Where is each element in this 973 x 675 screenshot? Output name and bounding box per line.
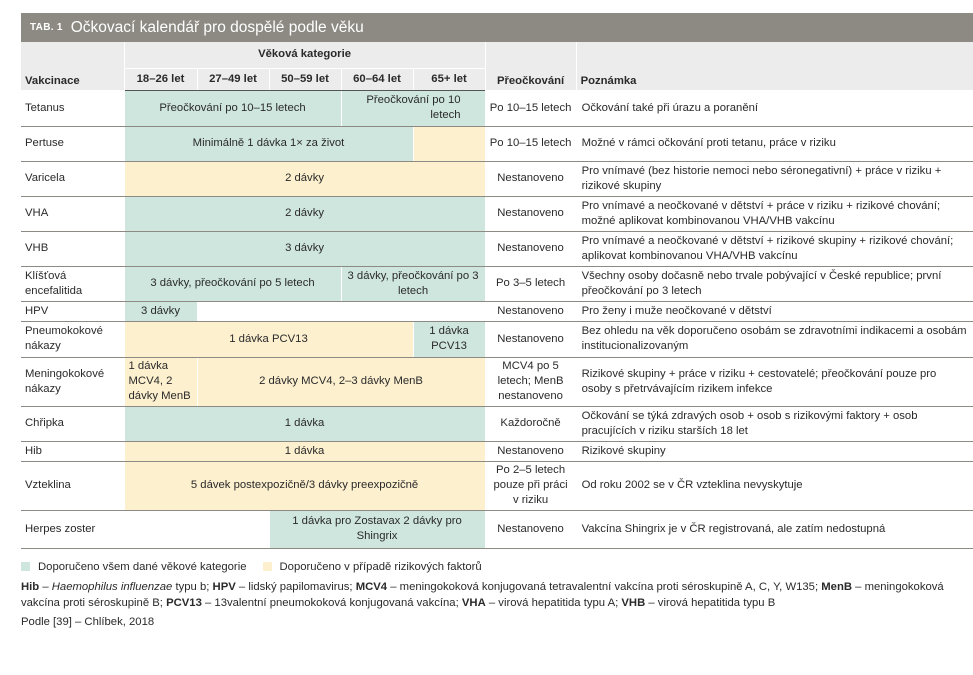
- cell-note: Rizikové skupiny + práce v riziku + cestovatelé; přeočkování pouze pro osoby s přetrvávajícím rizikem infekce: [576, 357, 973, 406]
- cell-note: Od roku 2002 se v ČR vzteklina nevyskytuje: [576, 461, 973, 510]
- cell-recommendation: Přeočkování po 10–15 letech: [124, 90, 341, 126]
- table-row: [21, 266, 973, 301]
- cell-note: Pro vnímavé a neočkované v dětství + práce v riziku + rizikové chování; možné aplikovat kombinovanou VHA/VHB vakcínu: [576, 196, 973, 231]
- cell-revaccination: MCV4 po 5 letech; MenB nestanoveno: [485, 357, 576, 406]
- row-name: Herpes zoster: [21, 510, 124, 548]
- table-title-bar: [21, 13, 973, 42]
- header-revaccination: Přeočkování: [485, 42, 576, 90]
- cell-recommendation: 3 dávky: [124, 301, 197, 321]
- cell-note: Vakcína Shingrix je v ČR registrovaná, ale zatím nedostupná: [576, 510, 973, 548]
- table-row: [21, 441, 973, 461]
- abbr-text: typu b;: [172, 580, 213, 593]
- abbr-text: – 13valentní pneumokoková konjugovaná vakcína;: [201, 596, 462, 609]
- header-vaccine: Vakcinace: [21, 42, 124, 90]
- table-row: [21, 161, 973, 196]
- cell-revaccination: Nestanoveno: [485, 196, 576, 231]
- cell-recommendation: [124, 510, 269, 548]
- row-name: Chřipka: [21, 406, 124, 441]
- cell-recommendation: 1 dávka MCV4, 2 dávky MenB: [124, 357, 197, 406]
- abbr-key: MCV4: [355, 580, 388, 593]
- row-name: Klíšťová encefalitida: [21, 266, 124, 301]
- abbr-text: – virová hepatitida typu A;: [485, 596, 622, 609]
- cell-recommendation: 3 dávky, přeočkování po 3 letech: [341, 266, 485, 301]
- source-citation: Podle [39] – Chlíbek, 2018: [21, 616, 155, 629]
- table-row: [21, 231, 973, 266]
- table-row: [21, 357, 973, 406]
- table-row: [21, 90, 973, 126]
- abbr-key: MenB: [821, 580, 853, 593]
- table-tag: TAB. 1: [30, 22, 63, 33]
- abbr-key: HPV: [212, 580, 236, 593]
- cell-revaccination: Nestanoveno: [485, 510, 576, 548]
- row-name: Hib: [21, 441, 124, 461]
- cell-recommendation: 2 dávky: [124, 161, 485, 196]
- cell-recommendation: 1 dávka PCV13: [124, 321, 413, 357]
- abbr-key: Hib: [21, 580, 40, 593]
- legend-swatch-yellow: [263, 562, 272, 571]
- abbr-italic: Haemophilus influenzae: [51, 580, 173, 593]
- cell-note: Očkování také při úrazu a poranění: [576, 90, 973, 126]
- cell-note: Všechny osoby dočasně nebo trvale pobývající v České republice; první přeočkování po 3 letech: [576, 266, 973, 301]
- row-name: Pertuse: [21, 126, 124, 161]
- table-row: [21, 321, 973, 357]
- cell-recommendation: Minimálně 1 dávka 1× za život: [124, 126, 413, 161]
- row-name: Varicela: [21, 161, 124, 196]
- vaccination-table-figure: [21, 13, 973, 628]
- cell-recommendation: 3 dávky, přeočkování po 5 letech: [124, 266, 341, 301]
- cell-note: Rizikové skupiny: [576, 441, 973, 461]
- header-age-27-49: 27–49 let: [197, 68, 269, 90]
- row-name: HPV: [21, 301, 124, 321]
- cell-recommendation: [413, 126, 485, 161]
- cell-recommendation: 1 dávka: [124, 441, 485, 461]
- header-age-18-26: 18–26 let: [124, 68, 197, 90]
- cell-revaccination: Nestanoveno: [485, 161, 576, 196]
- cell-recommendation: 1 dávka: [124, 406, 485, 441]
- legend-item-yellow: [263, 561, 482, 573]
- abbr-text: – virová hepatitida typu B: [645, 596, 776, 609]
- cell-recommendation: Přeočkování po 10 letech: [341, 90, 485, 126]
- cell-recommendation: 1 dávka PCV13: [413, 321, 485, 357]
- cell-recommendation: [197, 301, 485, 321]
- table-title: Očkovací kalendář pro dospělé podle věku: [70, 18, 364, 36]
- header-age-50-59: 50–59 let: [269, 68, 341, 90]
- legend-item-green: [21, 561, 247, 573]
- abbr-text: – meningokoková konjugovaná tetravalentní vakcína proti séroskupině A, C, Y, W135;: [387, 580, 822, 593]
- cell-revaccination: Po 2–5 letech pouze při práci v riziku: [485, 461, 576, 510]
- row-name: VHA: [21, 196, 124, 231]
- legend-label-green: Doporučeno všem dané věkové kategorie: [38, 560, 247, 573]
- table-row: [21, 126, 973, 161]
- abbr-text: – lidský papilomavirus;: [235, 580, 356, 593]
- cell-recommendation: 1 dávka pro Zostavax 2 dávky pro Shingrix: [269, 510, 485, 548]
- cell-revaccination: Nestanoveno: [485, 441, 576, 461]
- cell-recommendation: 2 dávky MCV4, 2–3 dávky MenB: [197, 357, 485, 406]
- row-name: Tetanus: [21, 90, 124, 126]
- cell-revaccination: Po 3–5 letech: [485, 266, 576, 301]
- abbr-key: VHB: [621, 596, 646, 609]
- cell-revaccination: Po 10–15 letech: [485, 90, 576, 126]
- table-row: [21, 301, 973, 321]
- header-age-65plus: 65+ let: [413, 68, 485, 90]
- cell-revaccination: Po 10–15 letech: [485, 126, 576, 161]
- row-name: Vzteklina: [21, 461, 124, 510]
- abbr-text: – meningokoková vakcína proti séroskupině B;: [21, 580, 944, 609]
- cell-recommendation: 2 dávky: [124, 196, 485, 231]
- abbr-key: PCV13: [166, 596, 202, 609]
- cell-revaccination: Každoročně: [485, 406, 576, 441]
- table-row: [21, 510, 973, 548]
- table-row: [21, 406, 973, 441]
- cell-note: Bez ohledu na věk doporučeno osobám se zdravotními indikacemi a osobám institucionalizovaným: [576, 321, 973, 357]
- header-age-category: Věková kategorie: [124, 42, 485, 68]
- vaccination-schedule-table: [21, 42, 973, 549]
- cell-note: Očkování se týká zdravých osob + osob s rizikovými faktory + osob pracujících v riziku starších 18 let: [576, 406, 973, 441]
- abbr-key: VHA: [461, 596, 486, 609]
- legend: [21, 561, 973, 573]
- legend-label-yellow: Doporučeno v případě rizikových faktorů: [279, 560, 482, 573]
- legend-swatch-green: [21, 562, 30, 571]
- table-row: [21, 461, 973, 510]
- row-name: Pneumokokové nákazy: [21, 321, 124, 357]
- cell-recommendation: 3 dávky: [124, 231, 485, 266]
- table-row: [21, 196, 973, 231]
- row-name: VHB: [21, 231, 124, 266]
- cell-revaccination: Nestanoveno: [485, 301, 576, 321]
- cell-recommendation: 5 dávek postexpozičně/3 dávky preexpozičně: [124, 461, 485, 510]
- cell-note: Pro ženy i muže neočkované v dětství: [576, 301, 973, 321]
- abbreviations-footnote: [21, 579, 971, 612]
- abbr-text: –: [39, 580, 52, 593]
- header-note: Poznámka: [576, 42, 973, 90]
- row-name: Meningokokové nákazy: [21, 357, 124, 406]
- cell-note: Pro vnímavé (bez historie nemoci nebo séronegativní) + práce v riziku + rizikové skupiny: [576, 161, 973, 196]
- cell-note: Pro vnímavé a neočkované v dětství + rizikové skupiny + rizikové chování; aplikovat kombinovanou VHA/VHB vakcínu: [576, 231, 973, 266]
- cell-revaccination: Nestanoveno: [485, 321, 576, 357]
- header-age-60-64: 60–64 let: [341, 68, 413, 90]
- cell-note: Možné v rámci očkování proti tetanu, práce v riziku: [576, 126, 973, 161]
- cell-revaccination: Nestanoveno: [485, 231, 576, 266]
